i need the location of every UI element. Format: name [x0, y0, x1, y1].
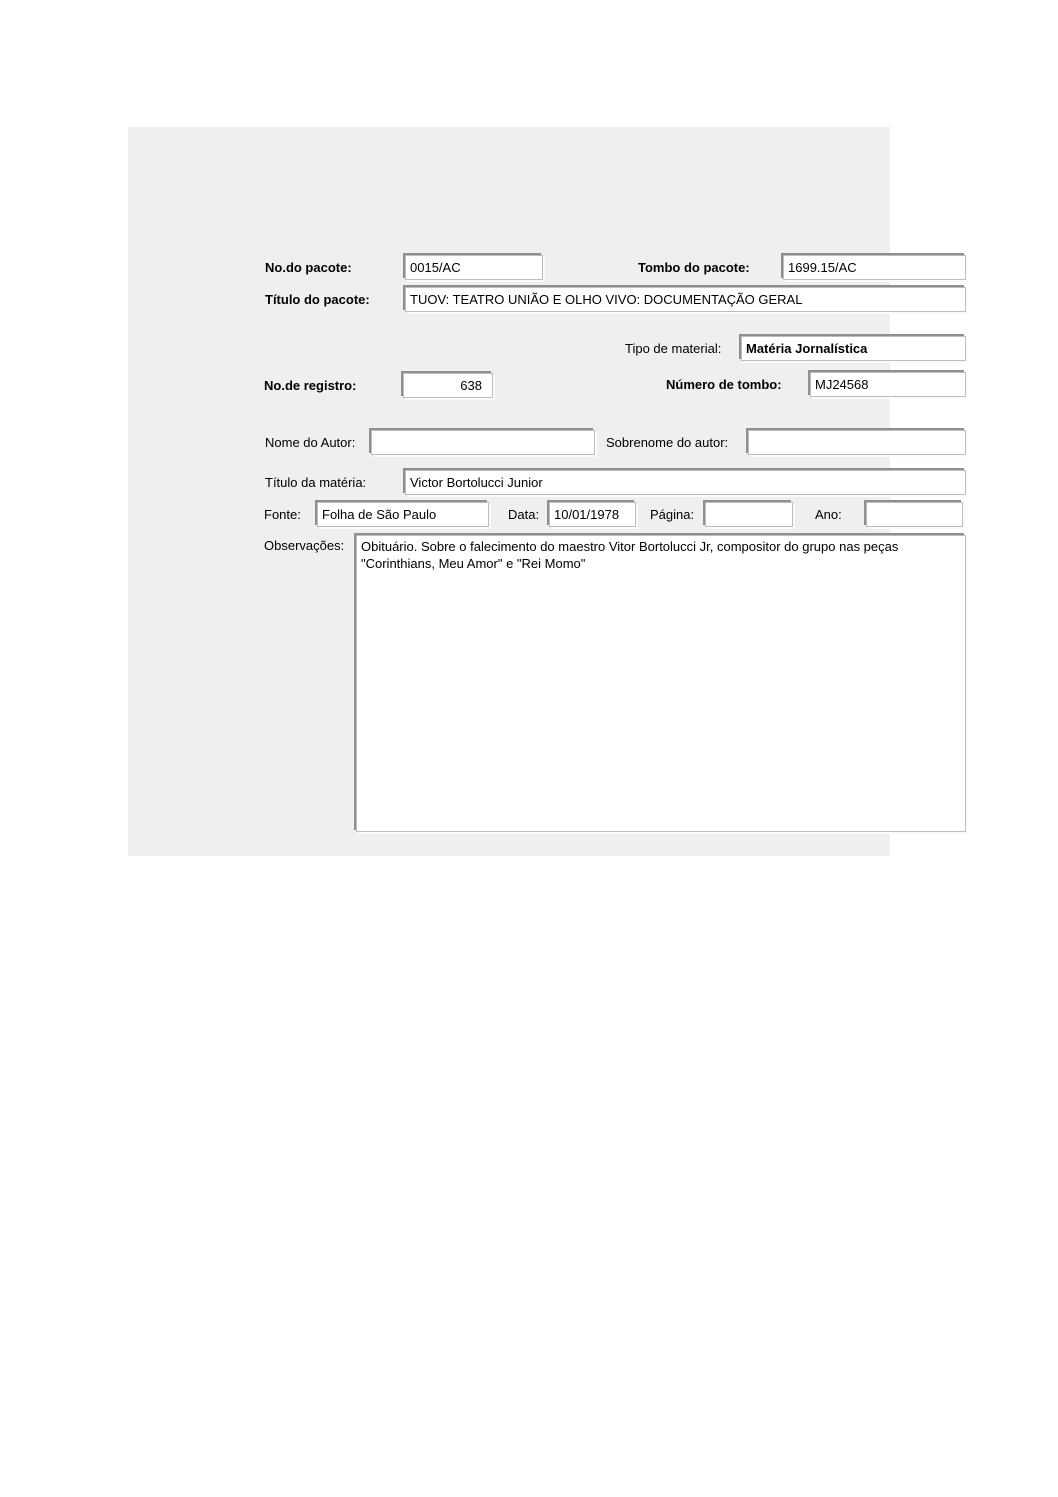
no-pacote-input[interactable]	[405, 255, 543, 280]
observacoes-textarea[interactable]	[356, 535, 966, 832]
no-registro-label: No.de registro:	[264, 378, 357, 393]
fonte-label: Fonte:	[264, 507, 301, 522]
pagina-label: Página:	[650, 507, 695, 522]
ano-input[interactable]	[866, 502, 963, 527]
no-registro-input[interactable]	[403, 373, 493, 398]
nome-autor-input[interactable]	[371, 430, 595, 455]
observacoes-label: Observações:	[264, 538, 345, 553]
form-panel	[128, 127, 890, 856]
sobrenome-autor-input[interactable]	[748, 430, 966, 455]
titulo-materia-input[interactable]	[405, 470, 966, 495]
titulo-pacote-input[interactable]	[405, 287, 966, 312]
numero-tombo-label: Número de tombo:	[666, 377, 782, 392]
titulo-materia-label: Título da matéria:	[265, 475, 367, 490]
nome-autor-label: Nome do Autor:	[265, 435, 356, 450]
numero-tombo-input[interactable]	[810, 372, 966, 397]
fonte-input[interactable]	[317, 502, 489, 527]
pagina-input[interactable]	[705, 502, 793, 527]
data-label: Data:	[508, 507, 540, 522]
tombo-pacote-label: Tombo do pacote:	[638, 260, 750, 275]
titulo-pacote-label: Título do pacote:	[265, 292, 370, 307]
sobrenome-autor-label: Sobrenome do autor:	[606, 435, 729, 450]
tipo-material-input[interactable]	[741, 336, 966, 361]
no-pacote-label: No.do pacote:	[265, 260, 352, 275]
ano-label: Ano:	[815, 507, 842, 522]
tipo-material-label: Tipo de material:	[625, 341, 722, 356]
tombo-pacote-input[interactable]	[783, 255, 966, 280]
data-input[interactable]	[549, 502, 636, 527]
